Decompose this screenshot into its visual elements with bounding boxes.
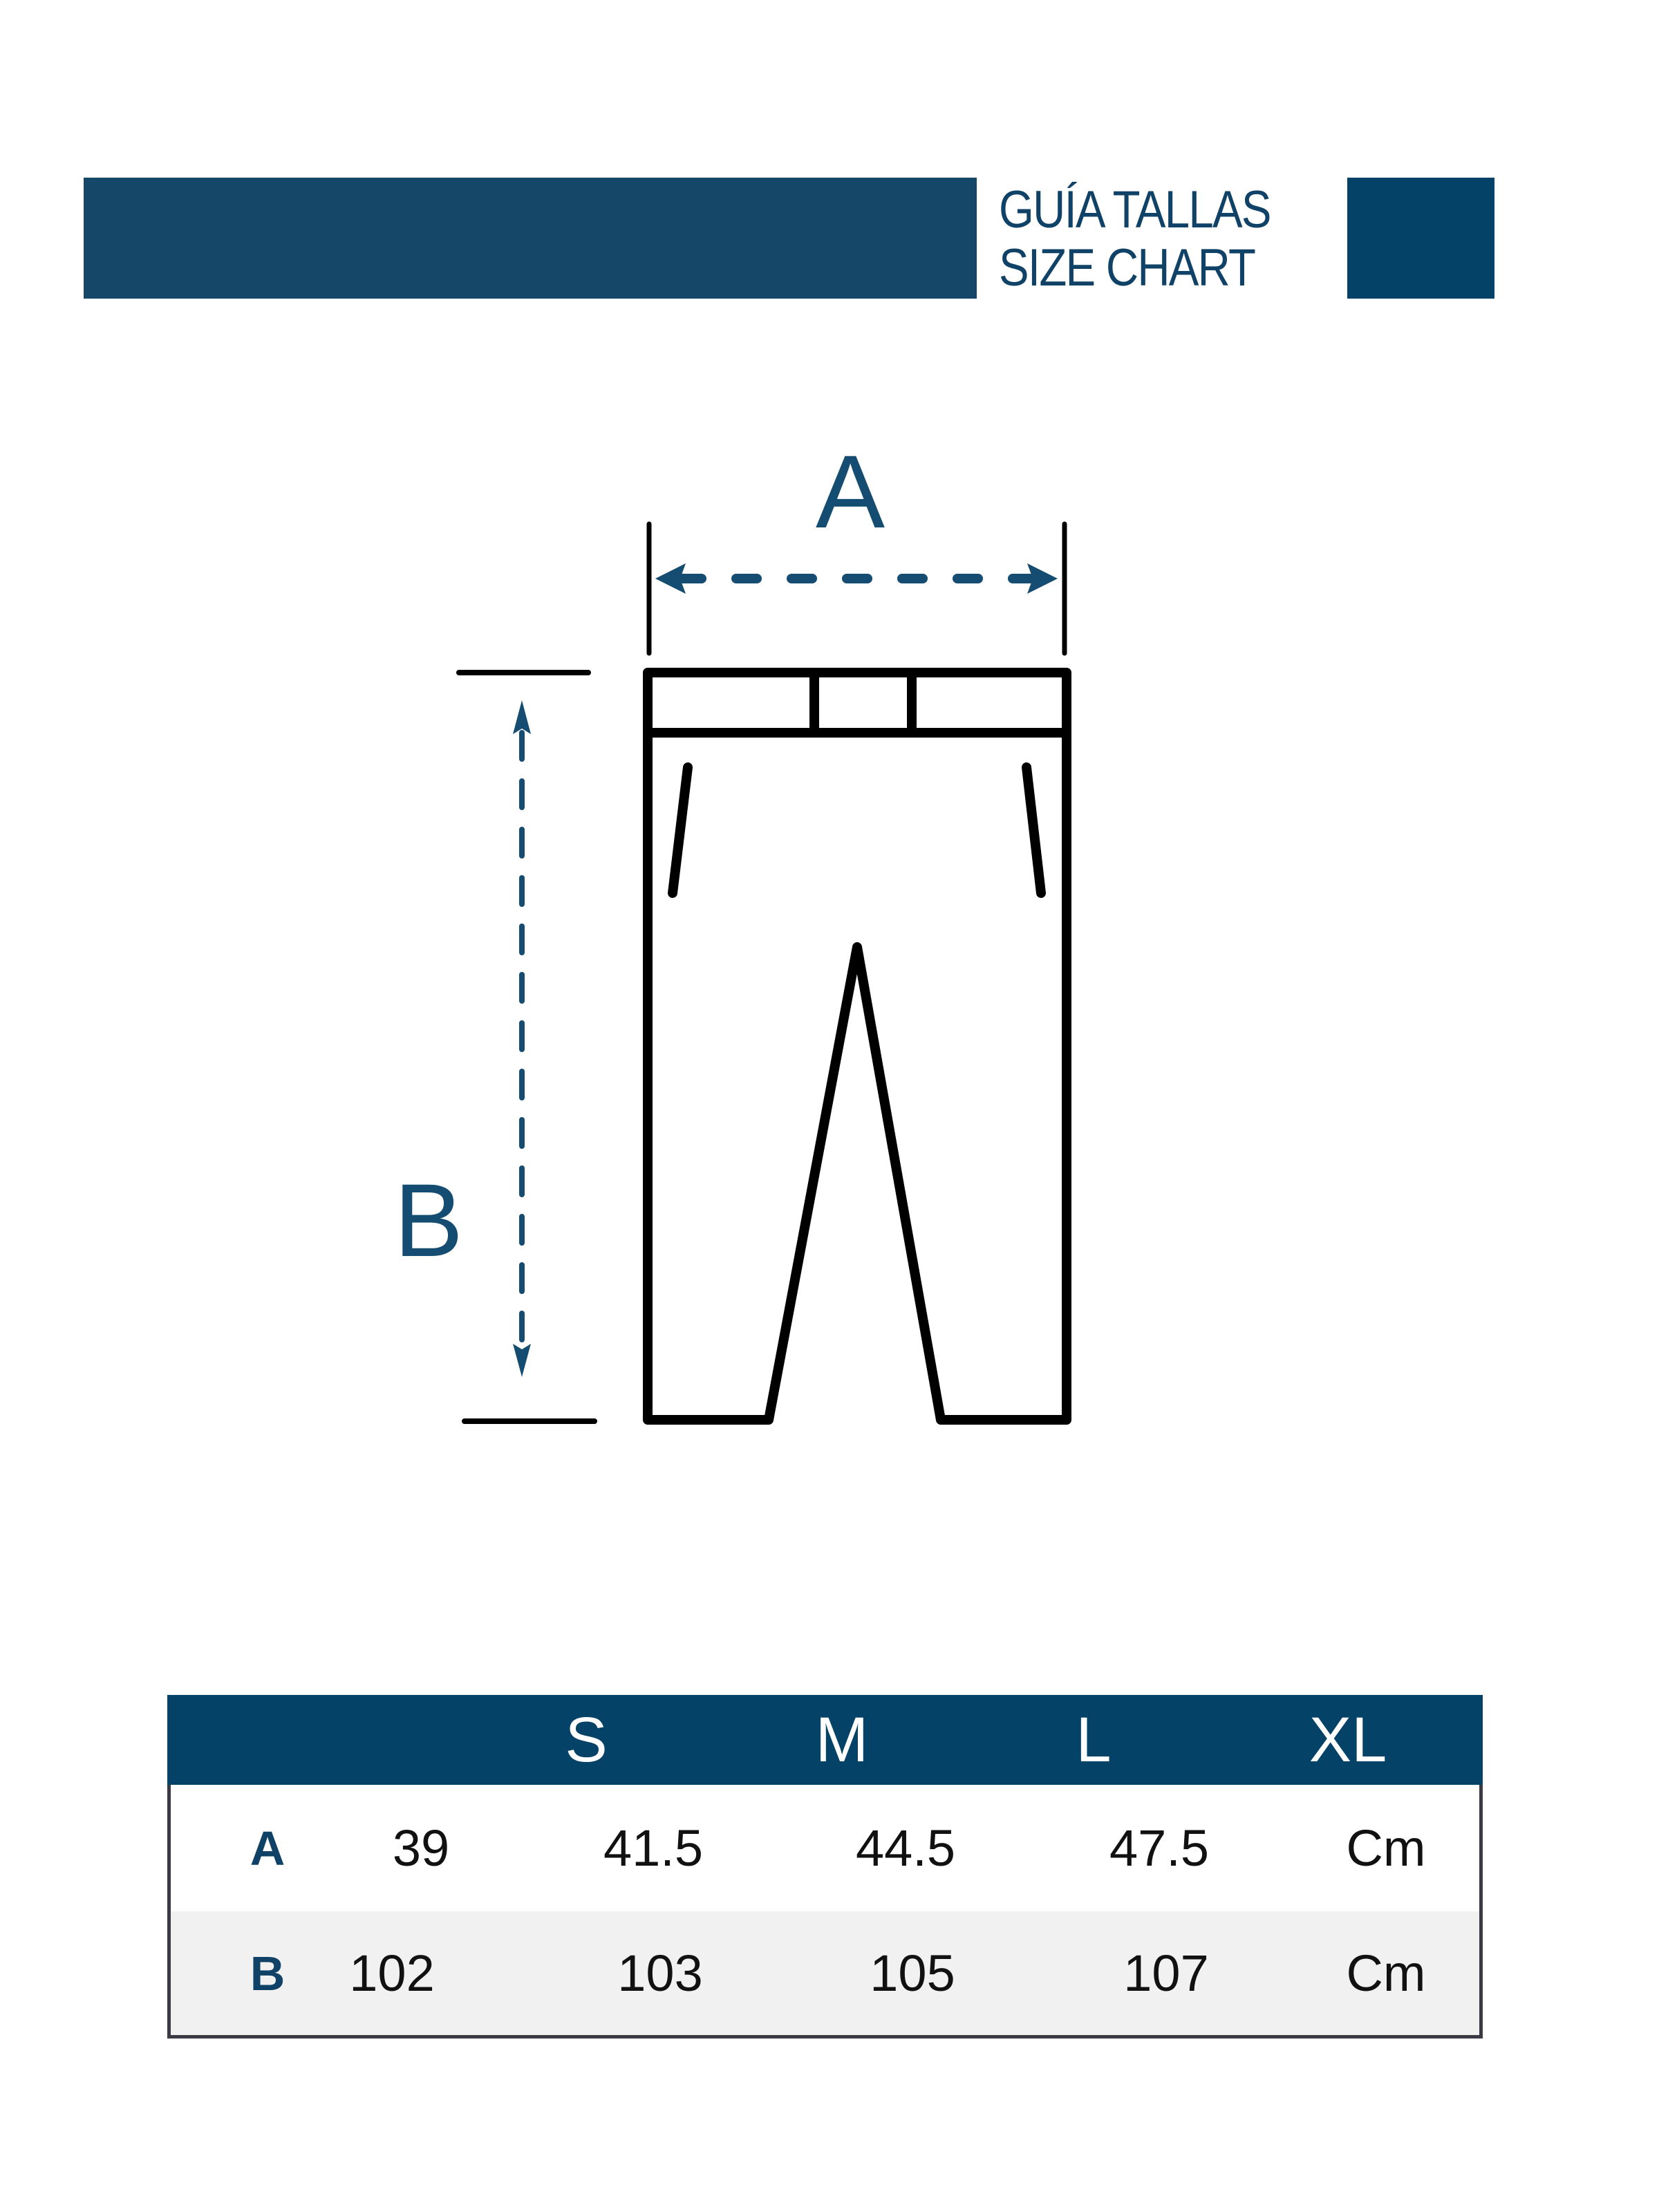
cell-a-m: 41.5	[603, 1819, 704, 1877]
size-table	[167, 1695, 1483, 2038]
cell-a-l: 44.5	[855, 1819, 956, 1877]
size-l: L	[1076, 1705, 1112, 1775]
cell-b-l: 105	[870, 1944, 955, 2002]
size-m: M	[815, 1705, 869, 1775]
row-label-a: A	[250, 1821, 285, 1875]
size-s: S	[565, 1705, 608, 1775]
pants-outline	[648, 673, 1067, 1420]
title-spanish: GUÍA TALLAS	[999, 180, 1271, 239]
table-row-b	[171, 1911, 1479, 2035]
cell-a-xl: 47.5	[1109, 1819, 1210, 1877]
size-xl: XL	[1309, 1705, 1387, 1775]
title-english: SIZE CHART	[999, 238, 1255, 297]
label-a: A	[816, 433, 885, 550]
table-row-a	[171, 1785, 1479, 1911]
table-header	[167, 1695, 1483, 1785]
unit-a: Cm	[1346, 1819, 1426, 1877]
dimension-b-marker	[459, 673, 594, 1421]
label-b: B	[394, 1162, 464, 1278]
unit-b: Cm	[1346, 1944, 1426, 2002]
cell-a-s: 39	[392, 1819, 450, 1877]
cell-b-xl: 107	[1123, 1944, 1209, 2002]
cell-b-s: 102	[349, 1944, 435, 2002]
cell-b-m: 103	[617, 1944, 703, 2002]
row-label-b: B	[250, 1946, 285, 2000]
